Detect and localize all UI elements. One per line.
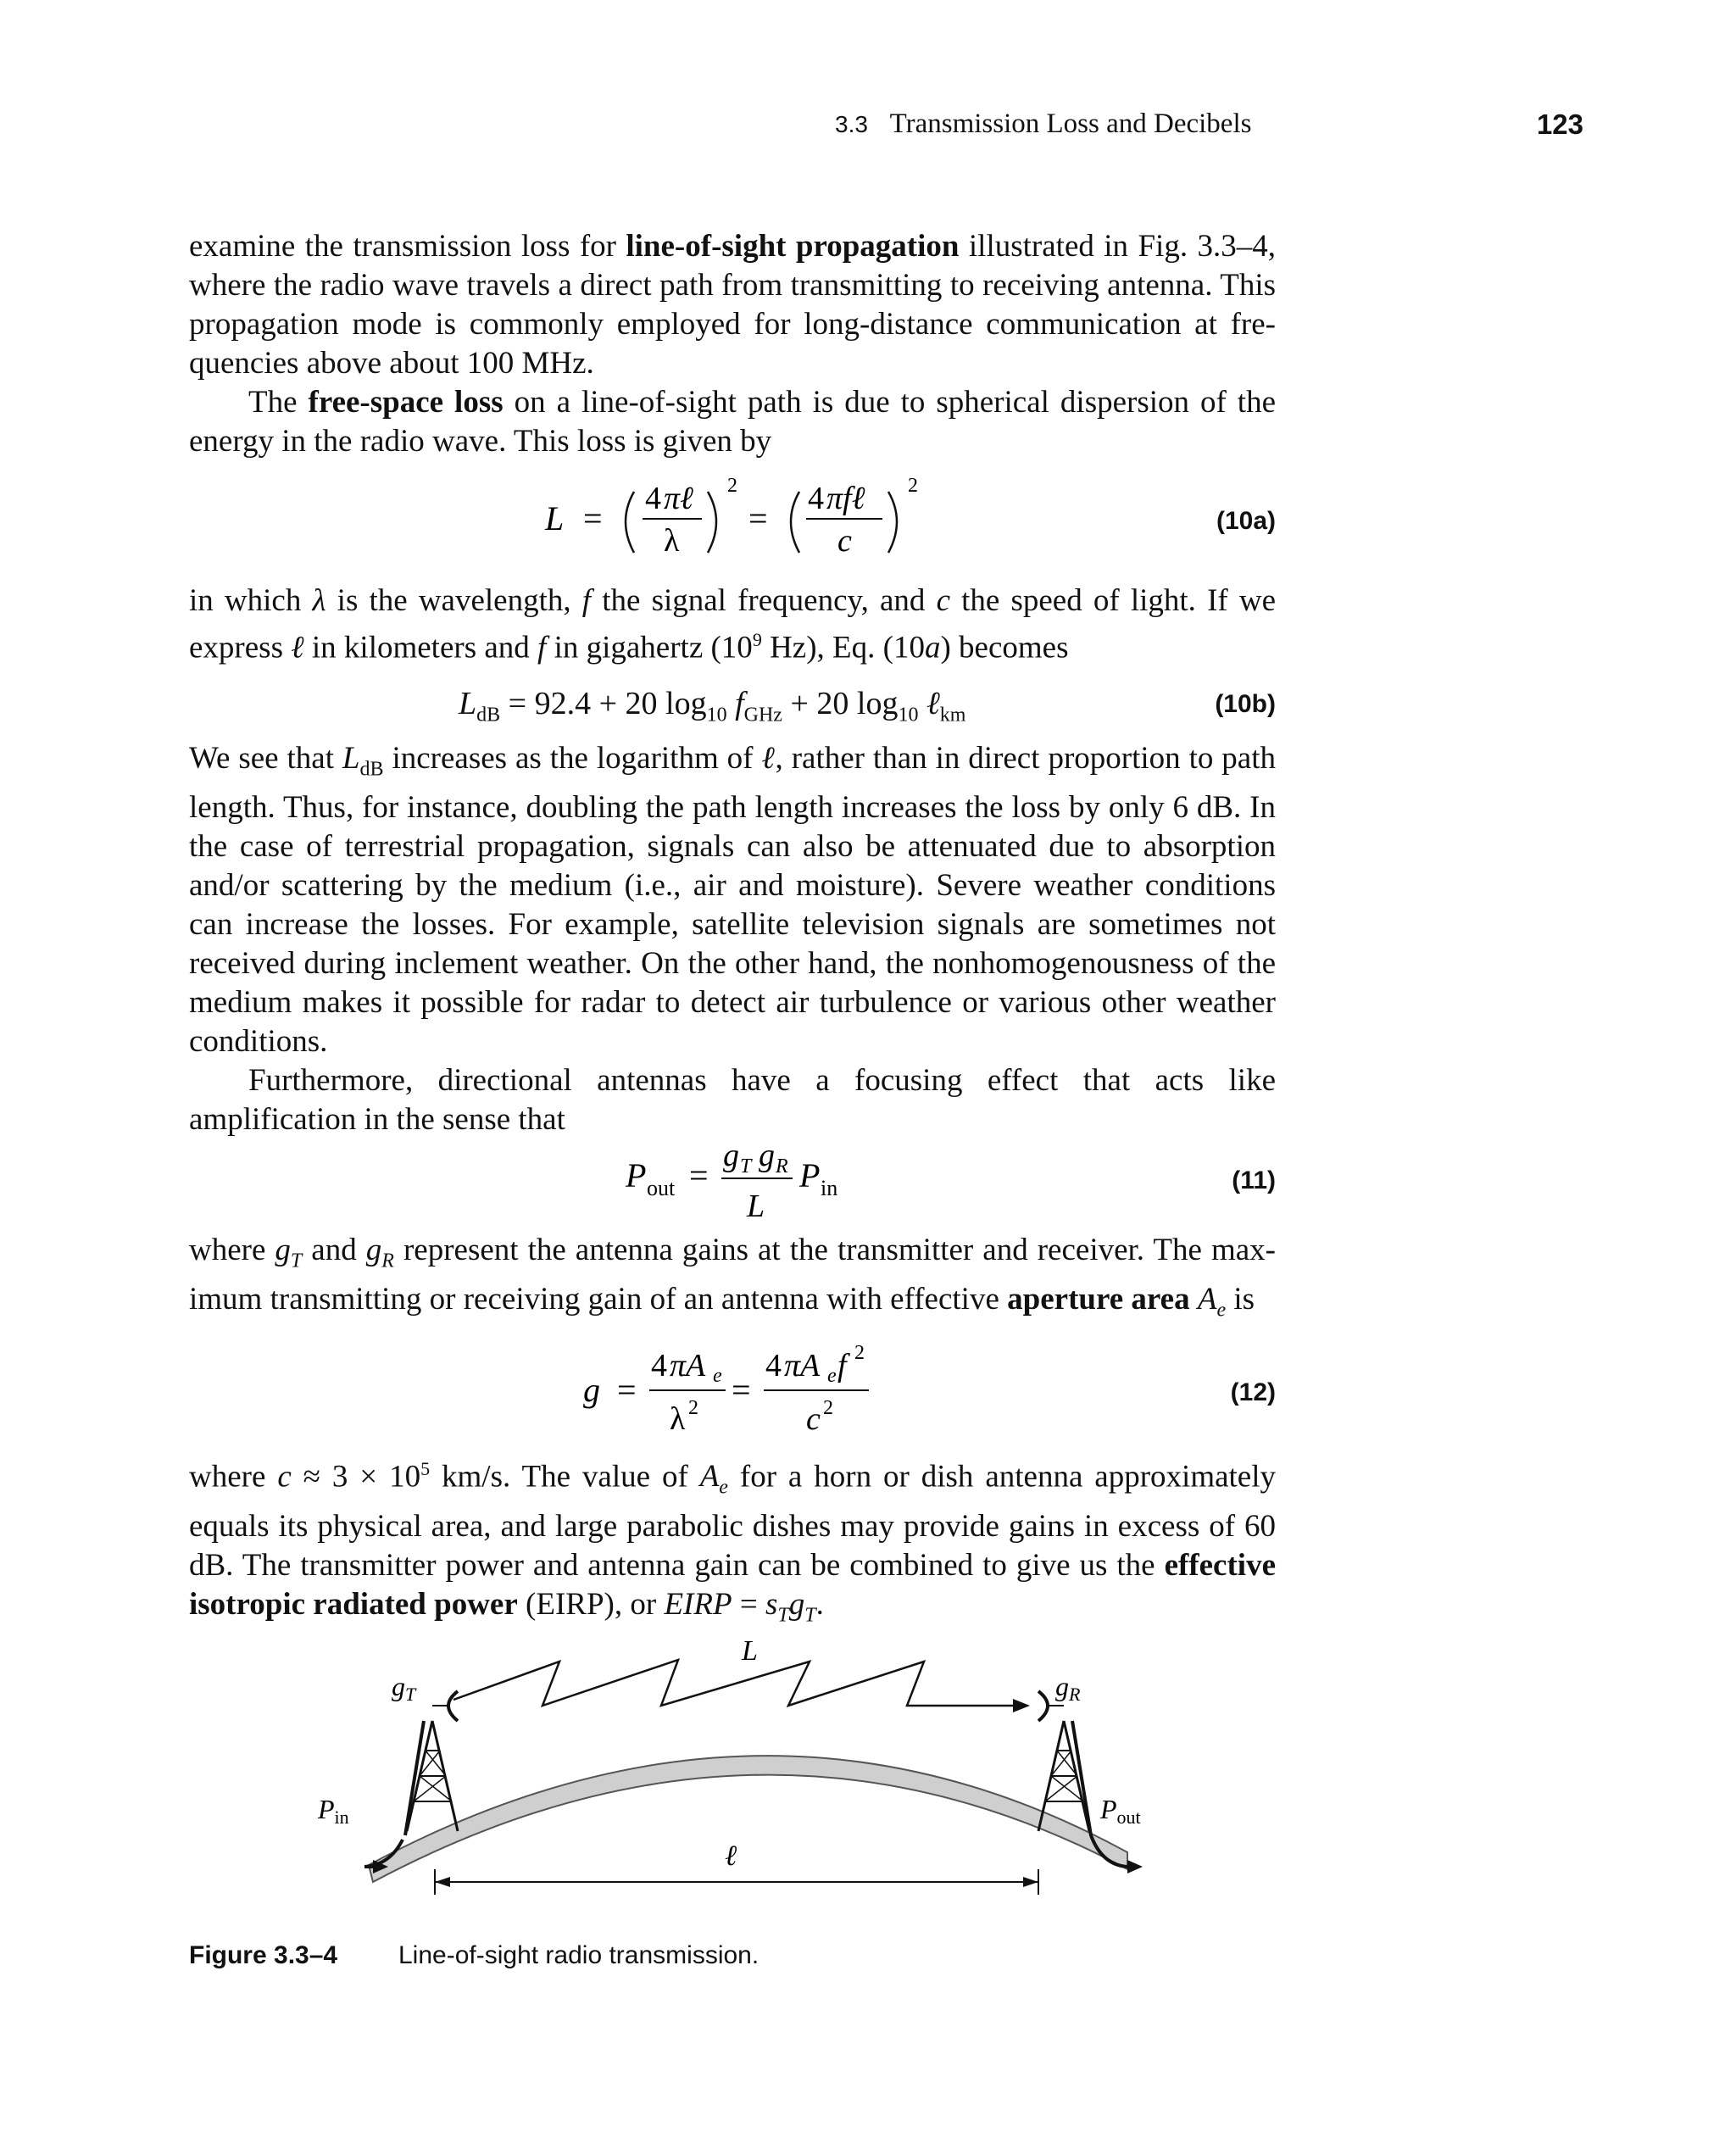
svg-text:in: in xyxy=(821,1176,838,1200)
svg-text:e: e xyxy=(827,1365,837,1387)
figure-caption: Line-of-sight radio transmission. xyxy=(398,1941,760,1969)
term-line-of-sight: line-of-sight propagation xyxy=(626,229,960,264)
svg-text:P: P xyxy=(626,1156,647,1194)
svg-text:4: 4 xyxy=(808,481,824,516)
label-gR: gR xyxy=(1055,1671,1081,1705)
label-Pout: Pout xyxy=(1100,1794,1141,1828)
svg-text:=: = xyxy=(689,1156,709,1194)
svg-text:out: out xyxy=(647,1176,676,1200)
equation-10b: $L_{dB} = 92.4 + 20$ $\log_{10} f_{GHz} + 20$ $\log_{10}$ ℓ$_{km}$ (10b) xyxy=(459,686,1276,727)
svg-text:2: 2 xyxy=(908,475,918,497)
svg-text:4: 4 xyxy=(765,1348,782,1383)
running-header xyxy=(835,109,1251,140)
paragraph-6: where $g_T$ and $g_R$ represent the antenna gains at the transmitter and receiver. The maximum transmitting or receiving gain of an antenna with effective aperture area $A_e$ is xyxy=(189,1233,1276,1322)
svg-text:T: T xyxy=(740,1155,752,1177)
page-number: 123 xyxy=(1536,109,1583,140)
paragraph-1: examine the transmission loss for line-of-sight propagation illustrated in Fig. 3.3–4, where the radio wave travels a direct path from transmitting to receiving antenna. This propagation mode is commonly employed for long-distance communication at frequencies above about 100 MHz. The free-space loss on a line-of-sight path is due to spherical dispersion of the energy in the radio wave. This loss is given by xyxy=(189,227,1276,461)
svg-text:πA: πA xyxy=(670,1348,706,1383)
paragraph-2: The free-space loss on a line-of-sight path is due to spherical dispersion of the energy in the radio wave. This loss is given by xyxy=(189,385,1276,459)
paragraph-5: Furthermore, directional antennas have a focusing effect that acts like amplification in the sense that xyxy=(189,1063,1276,1138)
svg-text:4: 4 xyxy=(645,481,661,516)
label-ell: ℓ xyxy=(725,1840,737,1872)
svg-text:2: 2 xyxy=(688,1397,698,1419)
svg-text:g: g xyxy=(723,1138,739,1173)
svg-text:L: L xyxy=(747,1189,765,1224)
svg-text:λ: λ xyxy=(664,523,680,559)
svg-text:4: 4 xyxy=(651,1348,667,1383)
equation-number-10b: (10b) xyxy=(1215,690,1276,718)
svg-text:c: c xyxy=(806,1401,821,1437)
svg-text:2: 2 xyxy=(727,475,737,497)
earth-surface xyxy=(369,1756,1127,1882)
paragraph-7: where $c \approx 3 \times 10^5$ km/s. The value of $A_e$ for a horn or dish antenna approximately equals its physical area, and large parabolic dishes may provide gains in excess of 60 dB. The transmitter power and antenna gain can be combined to give us the effective isotropic radiated power (EIRP), or EIRP = $s_Tg_T$. xyxy=(189,1458,1277,1627)
svg-text:e: e xyxy=(713,1365,722,1387)
svg-text:2: 2 xyxy=(823,1397,833,1419)
term-eirp: effective isotropic radiated power xyxy=(189,1547,1276,1622)
paragraph-4: We see that $L_{dB}$ increases as the logarithm of ℓ, rather than in direct proportion to path length. Thus, for instance, doubling the path length increases the loss by only 6 dB. In the case of terrestrial propagation, signals can also be attenuated due to absorption and/or scattering by the medium (i.e., air and moisture). Severe weather conditions can increase the losses. For example, satellite television signals are sometimes not received during inclement weather. On the other hand, the nonhomogenousness of the medium makes it possible for radar to detect air turbulence or various other weather conditions. Furthermore, directional antennas have a focusing effect that acts like amplification in the sense that xyxy=(189,739,1276,1139)
section-title: Transmission Loss and Decibels xyxy=(889,109,1252,139)
term-free-space-loss: free-space loss xyxy=(308,385,504,420)
svg-text:R: R xyxy=(776,1155,788,1177)
paragraph-3: in which λ is the wavelength, f the signal frequency, and c the speed of light. If we express ℓ in kilometers and f in gigahertz ($10^9$ Hz), Eq. (10a) becomes xyxy=(189,583,1277,665)
svg-text:g: g xyxy=(759,1138,775,1173)
signal-arrowhead xyxy=(1013,1699,1030,1712)
label-gT: gT xyxy=(392,1671,416,1705)
svg-text:f: f xyxy=(837,1348,847,1383)
equation-number-11: (11) xyxy=(1232,1166,1276,1194)
svg-text:P: P xyxy=(799,1156,821,1194)
signal-path xyxy=(453,1660,1013,1706)
equation-12 xyxy=(189,1338,1276,1439)
svg-text:=: = xyxy=(617,1371,637,1409)
figure-line-of-sight xyxy=(0,1611,1736,1950)
svg-text:=: = xyxy=(748,499,768,537)
equation-number-10a: (10a) xyxy=(1216,507,1276,535)
svg-text:=: = xyxy=(583,499,603,537)
svg-text:=: = xyxy=(732,1371,751,1409)
equation-number-12: (12) xyxy=(1230,1378,1276,1406)
svg-text:c: c xyxy=(837,523,852,559)
p4-lead: We see that xyxy=(189,741,334,776)
svg-text:πℓ: πℓ xyxy=(664,481,693,516)
label-Pin: Pin xyxy=(318,1794,349,1828)
svg-text:g: g xyxy=(583,1371,600,1409)
svg-text:πA: πA xyxy=(784,1348,821,1383)
label-L: L xyxy=(742,1635,758,1667)
svg-text:λ: λ xyxy=(670,1401,686,1437)
svg-text:πfℓ: πfℓ xyxy=(826,481,865,516)
equation-10a xyxy=(189,475,1276,568)
svg-text:L: L xyxy=(545,499,565,537)
term-aperture-area: aperture area xyxy=(1007,1282,1190,1317)
figure-label: Figure 3.3–4 xyxy=(189,1941,338,1969)
equation-11 xyxy=(189,1136,1276,1229)
svg-text:2: 2 xyxy=(854,1342,865,1364)
section-number: 3.3 xyxy=(835,111,868,137)
